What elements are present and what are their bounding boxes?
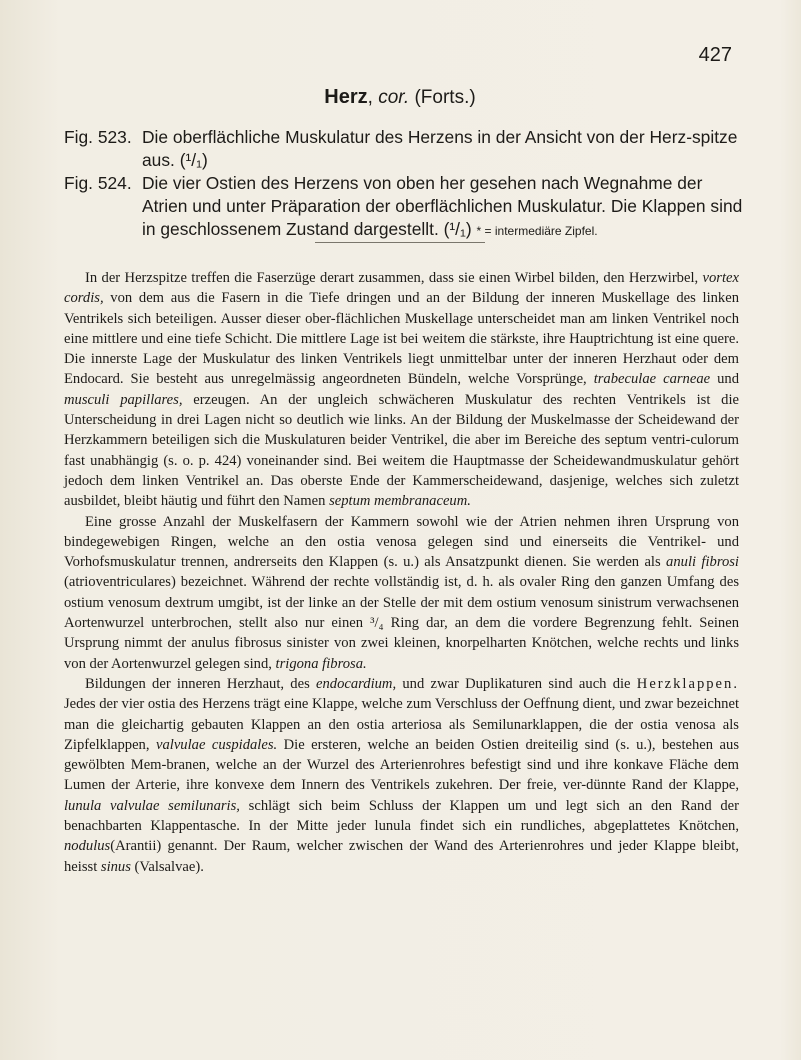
- text-run: (atrioventriculares) bezeichnet. Während der rechte vollständig ist, d. h. als ovaler Ring den ganzen Umfang des ostium venosum dextrum umgibt, ist der linke an der Stelle der mit dem ostium venosum sinistrum verwachsenen Aortenwurzel unterbrochen, stellt also nur einen ³/₄ Ring dar, an dem die vordere Begrenzung fehlt. Seinen Ursprung nimmt der anulus fibrosus sinister von zwei kleinen, knorpelharten Knötchen, welche rechts und links von der Aortenwurzel gelegen sind,: [64, 574, 739, 672]
- page-number: 427: [698, 44, 732, 66]
- latin-term: sinus: [100, 858, 131, 875]
- figure-number: Fig. 523.: [64, 127, 132, 147]
- figure-caption-text: [142, 172, 744, 243]
- running-head-cont: (Forts.): [414, 87, 476, 108]
- latin-term: nodulus: [64, 838, 111, 855]
- divider-rule: [315, 242, 485, 243]
- figure-number: Fig. 524.: [64, 173, 132, 193]
- latin-term: anuli fibrosi: [666, 554, 739, 571]
- paragraph: [64, 674, 739, 877]
- caption-note: * = intermediäre Zipfel.: [476, 224, 598, 238]
- text-run: von dem aus die Fasern in die Tiefe dringen und an der Bildung der inneren Muskellage des linken Ventrikels sich beteiligen. Ausser dieser ober-flächlichen Muskellage unterscheidet man am linken Ventrikel noch eine mittlere und eine tiefe Schicht. Die mittlere Lage ist bei weitem die stärkste, ihre Hauptrichtung ist eine quere. Die innerste Lage der Muskulatur des linken Ventrikels liegt unmittelbar unter der inneren Herzhaut oder dem Endocard. Sie besteht aus unregelmässig angeordneten Bündeln, welche Vorsprünge,: [64, 290, 739, 388]
- running-head-latin: cor.: [378, 87, 410, 108]
- latin-term: lunula valvulae semilunaris,: [64, 797, 240, 814]
- latin-term: septum membranaceum.: [329, 493, 471, 510]
- running-head: Herz, cor. (Forts.): [324, 86, 476, 108]
- latin-term: valvulae cuspidales.: [155, 736, 278, 753]
- figure-caption-524: [64, 172, 744, 243]
- figure-caption-523: [64, 126, 744, 172]
- caption-text: Die vier Ostien des Herzens von oben her gesehen nach Wegnahme der Atrien und unter Präparation der oberflächlichen Muskulatur. Die Klappen sind in geschlossenem Zustand dargestellt. (¹/₁): [142, 173, 743, 239]
- running-head-title: Herz: [324, 86, 368, 108]
- paragraph: [64, 512, 739, 674]
- text-run: (Valsalvae).: [130, 858, 204, 875]
- latin-term: endocardium,: [316, 675, 397, 692]
- text-run: Eine grosse Anzahl der Muskelfasern der Kammern sowohl wie der Atrien nehmen ihren Ursprung von bindegewebigen Ringen, welche an den ostia venosa gelegen sind und einerseits die Ventrikel- und Vorhofsmuskulatur trennen, andrerseits den Klappen (s. u.) als Ansatzpunkt dienen. Sie werden als: [64, 513, 739, 571]
- text-run: In der Herzspitze treffen die Faserzüge derart zusammen, dass sie einen Wirbel bilden, den Herzwirbel,: [85, 270, 703, 286]
- text-run: Die ersteren, welche an beiden Ostien dreiteilig sind (s. u.), bestehen aus gewölbten Mem-branen, welche an der Wurzel des Arterienrohres befestigt sind und ihre konkave Fläche dem Lumen der Arterie, ihre konvexe dem Innern des Ventrikels zukehren. Der freie, ver-dünnte Rand der Klappe,: [64, 736, 739, 794]
- text-run: und: [710, 371, 739, 388]
- latin-term: trigona fibrosa.: [275, 655, 367, 672]
- latin-term: trabeculae carneae: [593, 371, 711, 388]
- spaced-term: Herzklappen.: [636, 675, 739, 692]
- text-run: Bildungen der inneren Herzhaut, des: [85, 675, 316, 692]
- text-run: und zwar Duplikaturen sind auch die: [396, 675, 637, 692]
- latin-term: vortex cordis,: [64, 270, 739, 307]
- text-run: erzeugen. An der ungleich schwächeren Muskulatur des rechten Ventrikels ist die Unterscheidung in drei Lagen nicht so deutlich wie links. An der Bildung der Muskelmasse der Scheidewand der Herzkammern beteiligen sich die Muskulaturen beider Ventrikel, die aber im Bereiche des septum ventri-culorum fast unabhängig (s. o. p. 424) voneinander sind. Bei weitem die Hauptmasse der Scheidewandmuskulatur gehört jedoch dem linken Ventrikel an. Das oberste Ende der Kammerscheidewand, dasjenige, welches sich zuletzt ausbildet, bleibt häutig und führt den Namen: [64, 391, 739, 510]
- latin-term: musculi papillares,: [64, 391, 183, 408]
- text-run: schlägt sich beim Schluss der Klappen um und legt sich an den Rand der benachbarten Klappentasche. In der Mitte jeder lunula findet sich ein rundliches, abgeplattetes Knötchen,: [64, 797, 739, 835]
- text-run: (Arantii) genannt. Der Raum, welcher zwischen der Wand des Arterienrohres und jeder Klappe bleibt, heisst: [64, 838, 739, 875]
- figure-caption-text: Die oberflächliche Muskulatur des Herzens in der Ansicht von der Herz-spitze aus. (¹/₁): [142, 127, 738, 170]
- text-run: Jedes der vier ostia des Herzens trägt eine Klappe, welche zum Verschluss der Oeffnung dient, und zwar bezeichnet man die gleichartig gebauten Klappen an den ostia arteriosa als Semilunarklappen, die der ostia venosa als Zipfelklappen,: [64, 696, 739, 753]
- paragraph: [64, 268, 739, 512]
- body-text: [64, 268, 739, 877]
